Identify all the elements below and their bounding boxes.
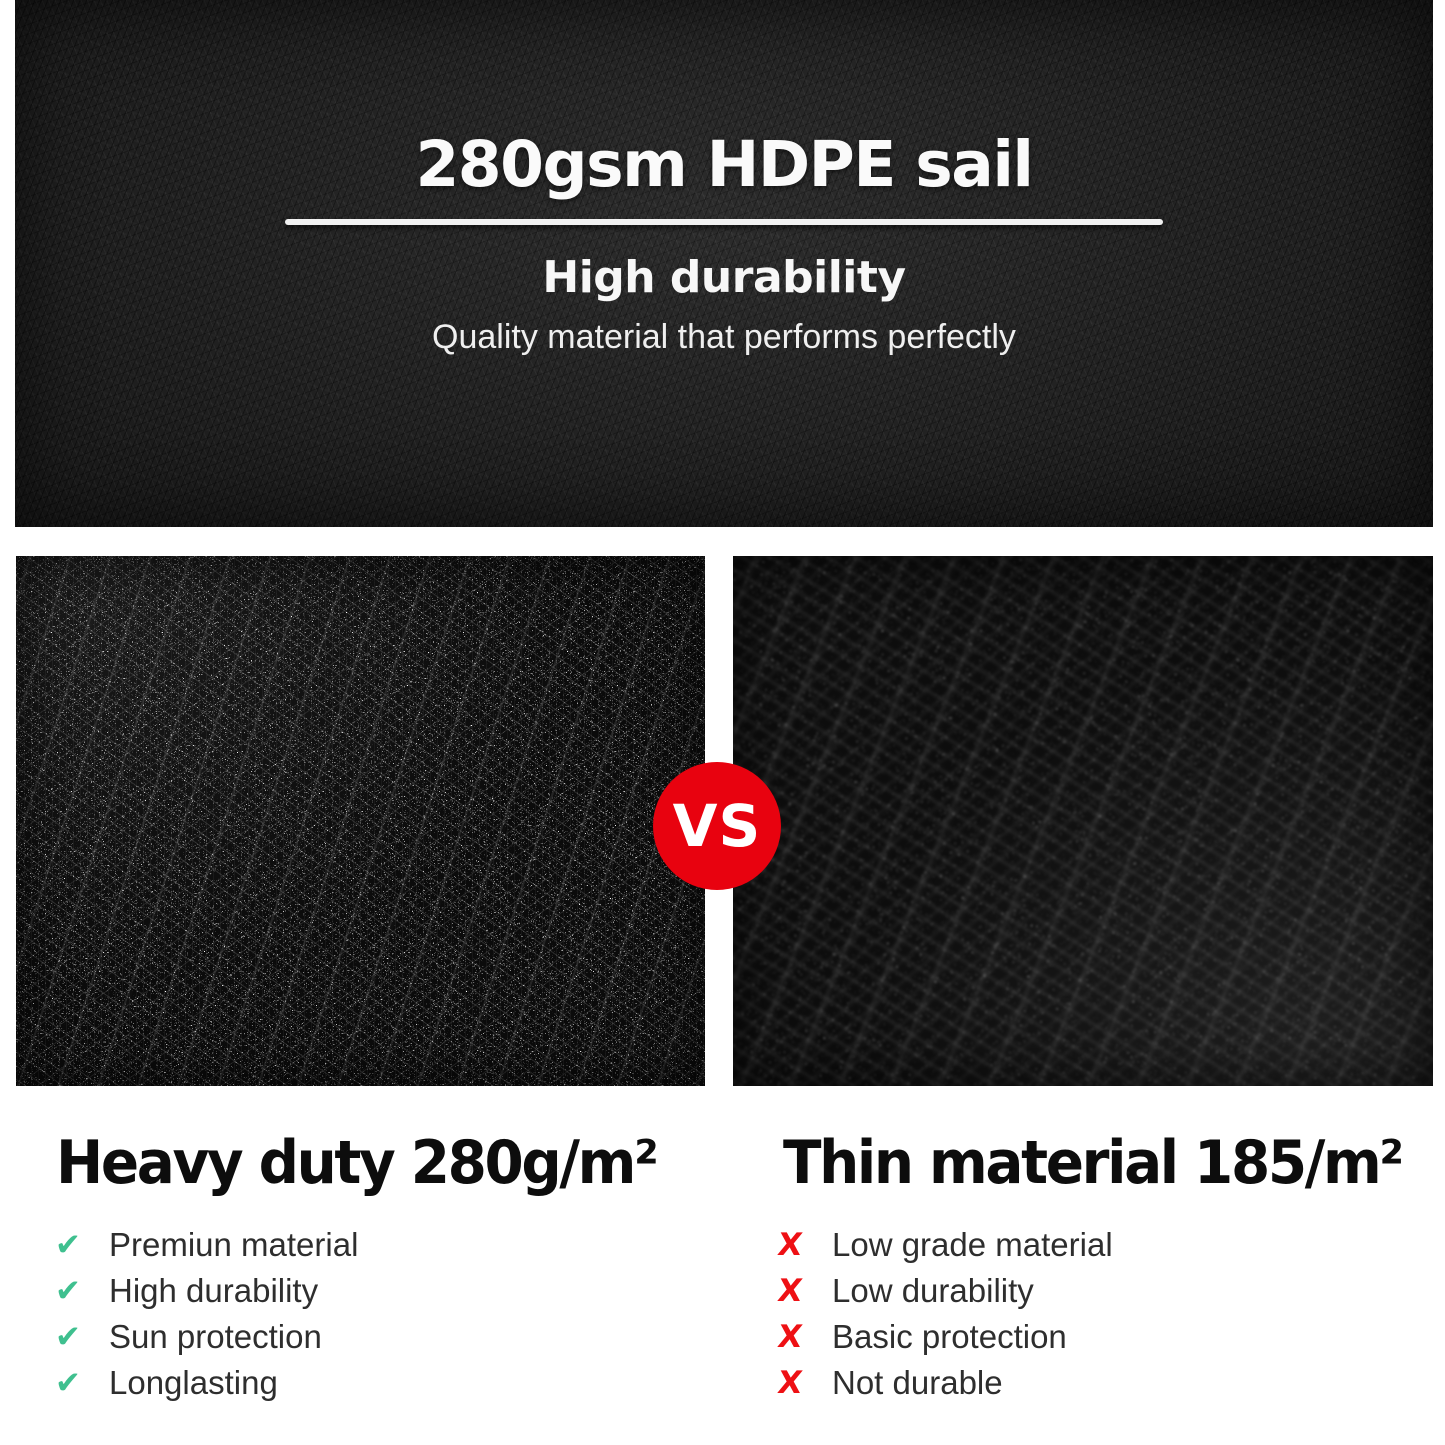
list-item	[775, 1360, 1113, 1406]
vs-badge	[653, 762, 781, 890]
vs-label: VS	[672, 792, 762, 860]
feature-label: Low grade material	[832, 1226, 1113, 1263]
list-item	[55, 1360, 358, 1406]
thin-heading: Thin material 185/m²	[783, 1128, 1402, 1198]
cross-icon: X	[775, 1226, 805, 1263]
list-item	[775, 1268, 1113, 1314]
hero-divider	[285, 219, 1163, 225]
check-icon: ✔	[55, 1364, 81, 1401]
premium-features-list	[55, 1222, 358, 1406]
cross-icon: X	[775, 1364, 805, 1401]
hero-title: 280gsm HDPE sail	[415, 128, 1033, 201]
feature-label: Low durability	[832, 1272, 1034, 1309]
check-icon: ✔	[55, 1318, 81, 1355]
list-item	[775, 1314, 1113, 1360]
cross-icon: X	[775, 1272, 805, 1309]
feature-label: Basic protection	[832, 1318, 1067, 1355]
check-icon: ✔	[55, 1272, 81, 1309]
feature-label: Not durable	[832, 1364, 1003, 1401]
check-icon: ✔	[55, 1226, 81, 1263]
feature-label: Longlasting	[109, 1364, 278, 1401]
list-item	[775, 1222, 1113, 1268]
sparkle-noise-overlay	[733, 556, 1433, 1086]
hero-section	[15, 0, 1433, 527]
feature-label: High durability	[109, 1272, 319, 1309]
list-item	[55, 1268, 358, 1314]
premium-fabric-photo	[16, 556, 705, 1086]
list-item	[55, 1222, 358, 1268]
cross-icon: X	[775, 1318, 805, 1355]
feature-label: Premiun material	[109, 1226, 359, 1263]
hero-tagline: Quality material that performs perfectly	[432, 318, 1016, 356]
sparkle-noise-overlay	[16, 556, 705, 1086]
list-item	[55, 1314, 358, 1360]
thin-fabric-photo	[733, 556, 1433, 1086]
thin-features-list	[775, 1222, 1113, 1406]
hero-subtitle: High durability	[542, 252, 906, 303]
premium-heading: Heavy duty 280g/m²	[56, 1128, 657, 1198]
feature-label: Sun protection	[109, 1318, 322, 1355]
